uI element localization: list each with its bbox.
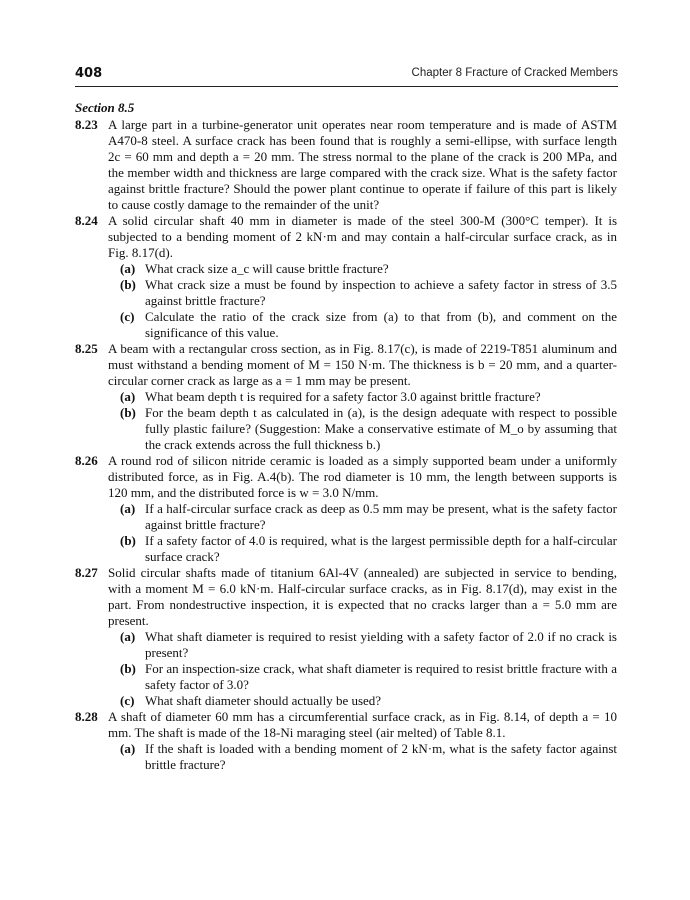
part-label: (c) <box>120 309 135 324</box>
problem-part <box>75 405 617 453</box>
part-text: For an inspection-size crack, what shaft diameter is required to resist brittle fracture with a safety factor of 3.0? <box>145 661 617 692</box>
problem-part <box>75 629 617 661</box>
part-label: (a) <box>120 389 136 404</box>
part-text: If a half-circular surface crack as deep as 0.5 mm may be present, what is the safety factor against brittle fracture? <box>145 501 617 532</box>
problem-number: 8.24 <box>75 213 98 228</box>
running-head: Chapter 8 Fracture of Cracked Members <box>411 67 618 79</box>
problem-8-23 <box>75 117 617 213</box>
problem-text: Solid circular shafts made of titanium 6Al-4V (annealed) are subjected in service to bending, with a moment M = 6.0 kN·m. Half-circular surface cracks, as in Fig. 8.17(d), may exist in the part. From nondestructive inspection, it is expected that no cracks larger than a = 5.0 mm are present. <box>108 565 617 628</box>
problem-8-26 <box>75 453 617 501</box>
part-label: (b) <box>120 405 136 420</box>
problem-part <box>75 533 617 565</box>
problem-part <box>75 261 617 277</box>
part-label: (b) <box>120 661 136 676</box>
part-label: (a) <box>120 501 136 516</box>
problem-text: A beam with a rectangular cross section, as in Fig. 8.17(c), is made of 2219-T851 aluminum and must withstand a bending moment of M = 150 N·m. The thickness is b = 20 mm, and a quarter-circular corner crack as large as a = 1 mm may be present. <box>108 341 617 388</box>
part-text: What shaft diameter is required to resist yielding with a safety factor of 2.0 if no crack is present? <box>145 629 617 660</box>
part-text: If the shaft is loaded with a bending moment of 2 kN·m, what is the safety factor against brittle fracture? <box>145 741 617 772</box>
part-text: If a safety factor of 4.0 is required, what is the largest permissible depth for a half-circular surface crack? <box>145 533 617 564</box>
problem-part <box>75 389 617 405</box>
problem-number: 8.26 <box>75 453 98 468</box>
problem-8-28 <box>75 709 617 741</box>
section-title: Section 8.5 <box>75 100 135 115</box>
problem-text: A round rod of silicon nitride ceramic is loaded as a simply supported beam under a uniformly distributed force, as in Fig. A.4(b). The rod diameter is 10 mm, the length between supports is 120 mm, and the distributed force is w = 3.0 N/mm. <box>108 453 617 500</box>
page-header <box>75 66 618 87</box>
problem-8-24 <box>75 213 617 261</box>
problem-number: 8.23 <box>75 117 98 132</box>
problem-part <box>75 693 617 709</box>
part-text: What beam depth t is required for a safety factor 3.0 against brittle fracture? <box>145 389 541 404</box>
part-label: (a) <box>120 261 136 276</box>
part-label: (b) <box>120 277 136 292</box>
problem-8-27 <box>75 565 617 629</box>
part-label: (b) <box>120 533 136 548</box>
problem-part <box>75 309 617 341</box>
part-text: What crack size a must be found by inspection to achieve a safety factor in stress of 3.5 against brittle fracture? <box>145 277 617 308</box>
problem-8-25 <box>75 341 617 389</box>
problem-text: A shaft of diameter 60 mm has a circumferential surface crack, as in Fig. 8.14, of depth a = 10 mm. The shaft is made of the 18-Ni maraging steel (air melted) of Table 8.1. <box>108 709 617 740</box>
part-text: What shaft diameter should actually be used? <box>145 693 382 708</box>
problem-number: 8.25 <box>75 341 98 356</box>
page-content <box>75 100 617 773</box>
problem-part <box>75 277 617 309</box>
part-label: (a) <box>120 629 136 644</box>
problem-text: A large part in a turbine-generator unit operates near room temperature and is made of ASTM A470-8 steel. A surface crack has been found that is roughly a semi-ellipse, with surface length 2c = 60 mm and depth a = 20 mm. The stress normal to the plane of the crack is 200 MPa, and the member width and thickness are large compared with the crack size. What is the safety factor against brittle fracture? Should the power plant continue to operate if failure of this part is likely to cause costly damage to the remainder of the unit? <box>108 117 617 212</box>
problem-part <box>75 741 617 773</box>
problem-part <box>75 661 617 693</box>
problem-list <box>75 117 617 773</box>
part-text: What crack size a_c will cause brittle fracture? <box>145 261 389 276</box>
part-text: Calculate the ratio of the crack size from (a) to that from (b), and comment on the significance of this value. <box>145 309 617 340</box>
page-number: 408 <box>75 66 103 81</box>
problem-number: 8.28 <box>75 709 98 724</box>
problem-number: 8.27 <box>75 565 98 580</box>
part-label: (a) <box>120 741 136 756</box>
problem-part <box>75 501 617 533</box>
part-label: (c) <box>120 693 135 708</box>
problem-text: A solid circular shaft 40 mm in diameter is made of the steel 300-M (300°C temper). It is subjected to a bending moment of 2 kN·m and may contain a half-circular surface crack, as in Fig. 8.17(d). <box>108 213 617 260</box>
part-text: For the beam depth t as calculated in (a), is the design adequate with respect to possible fully plastic failure? (Suggestion: Make a conservative estimate of M_o by assuming that the crack extends across the full thickness b.) <box>145 405 617 452</box>
